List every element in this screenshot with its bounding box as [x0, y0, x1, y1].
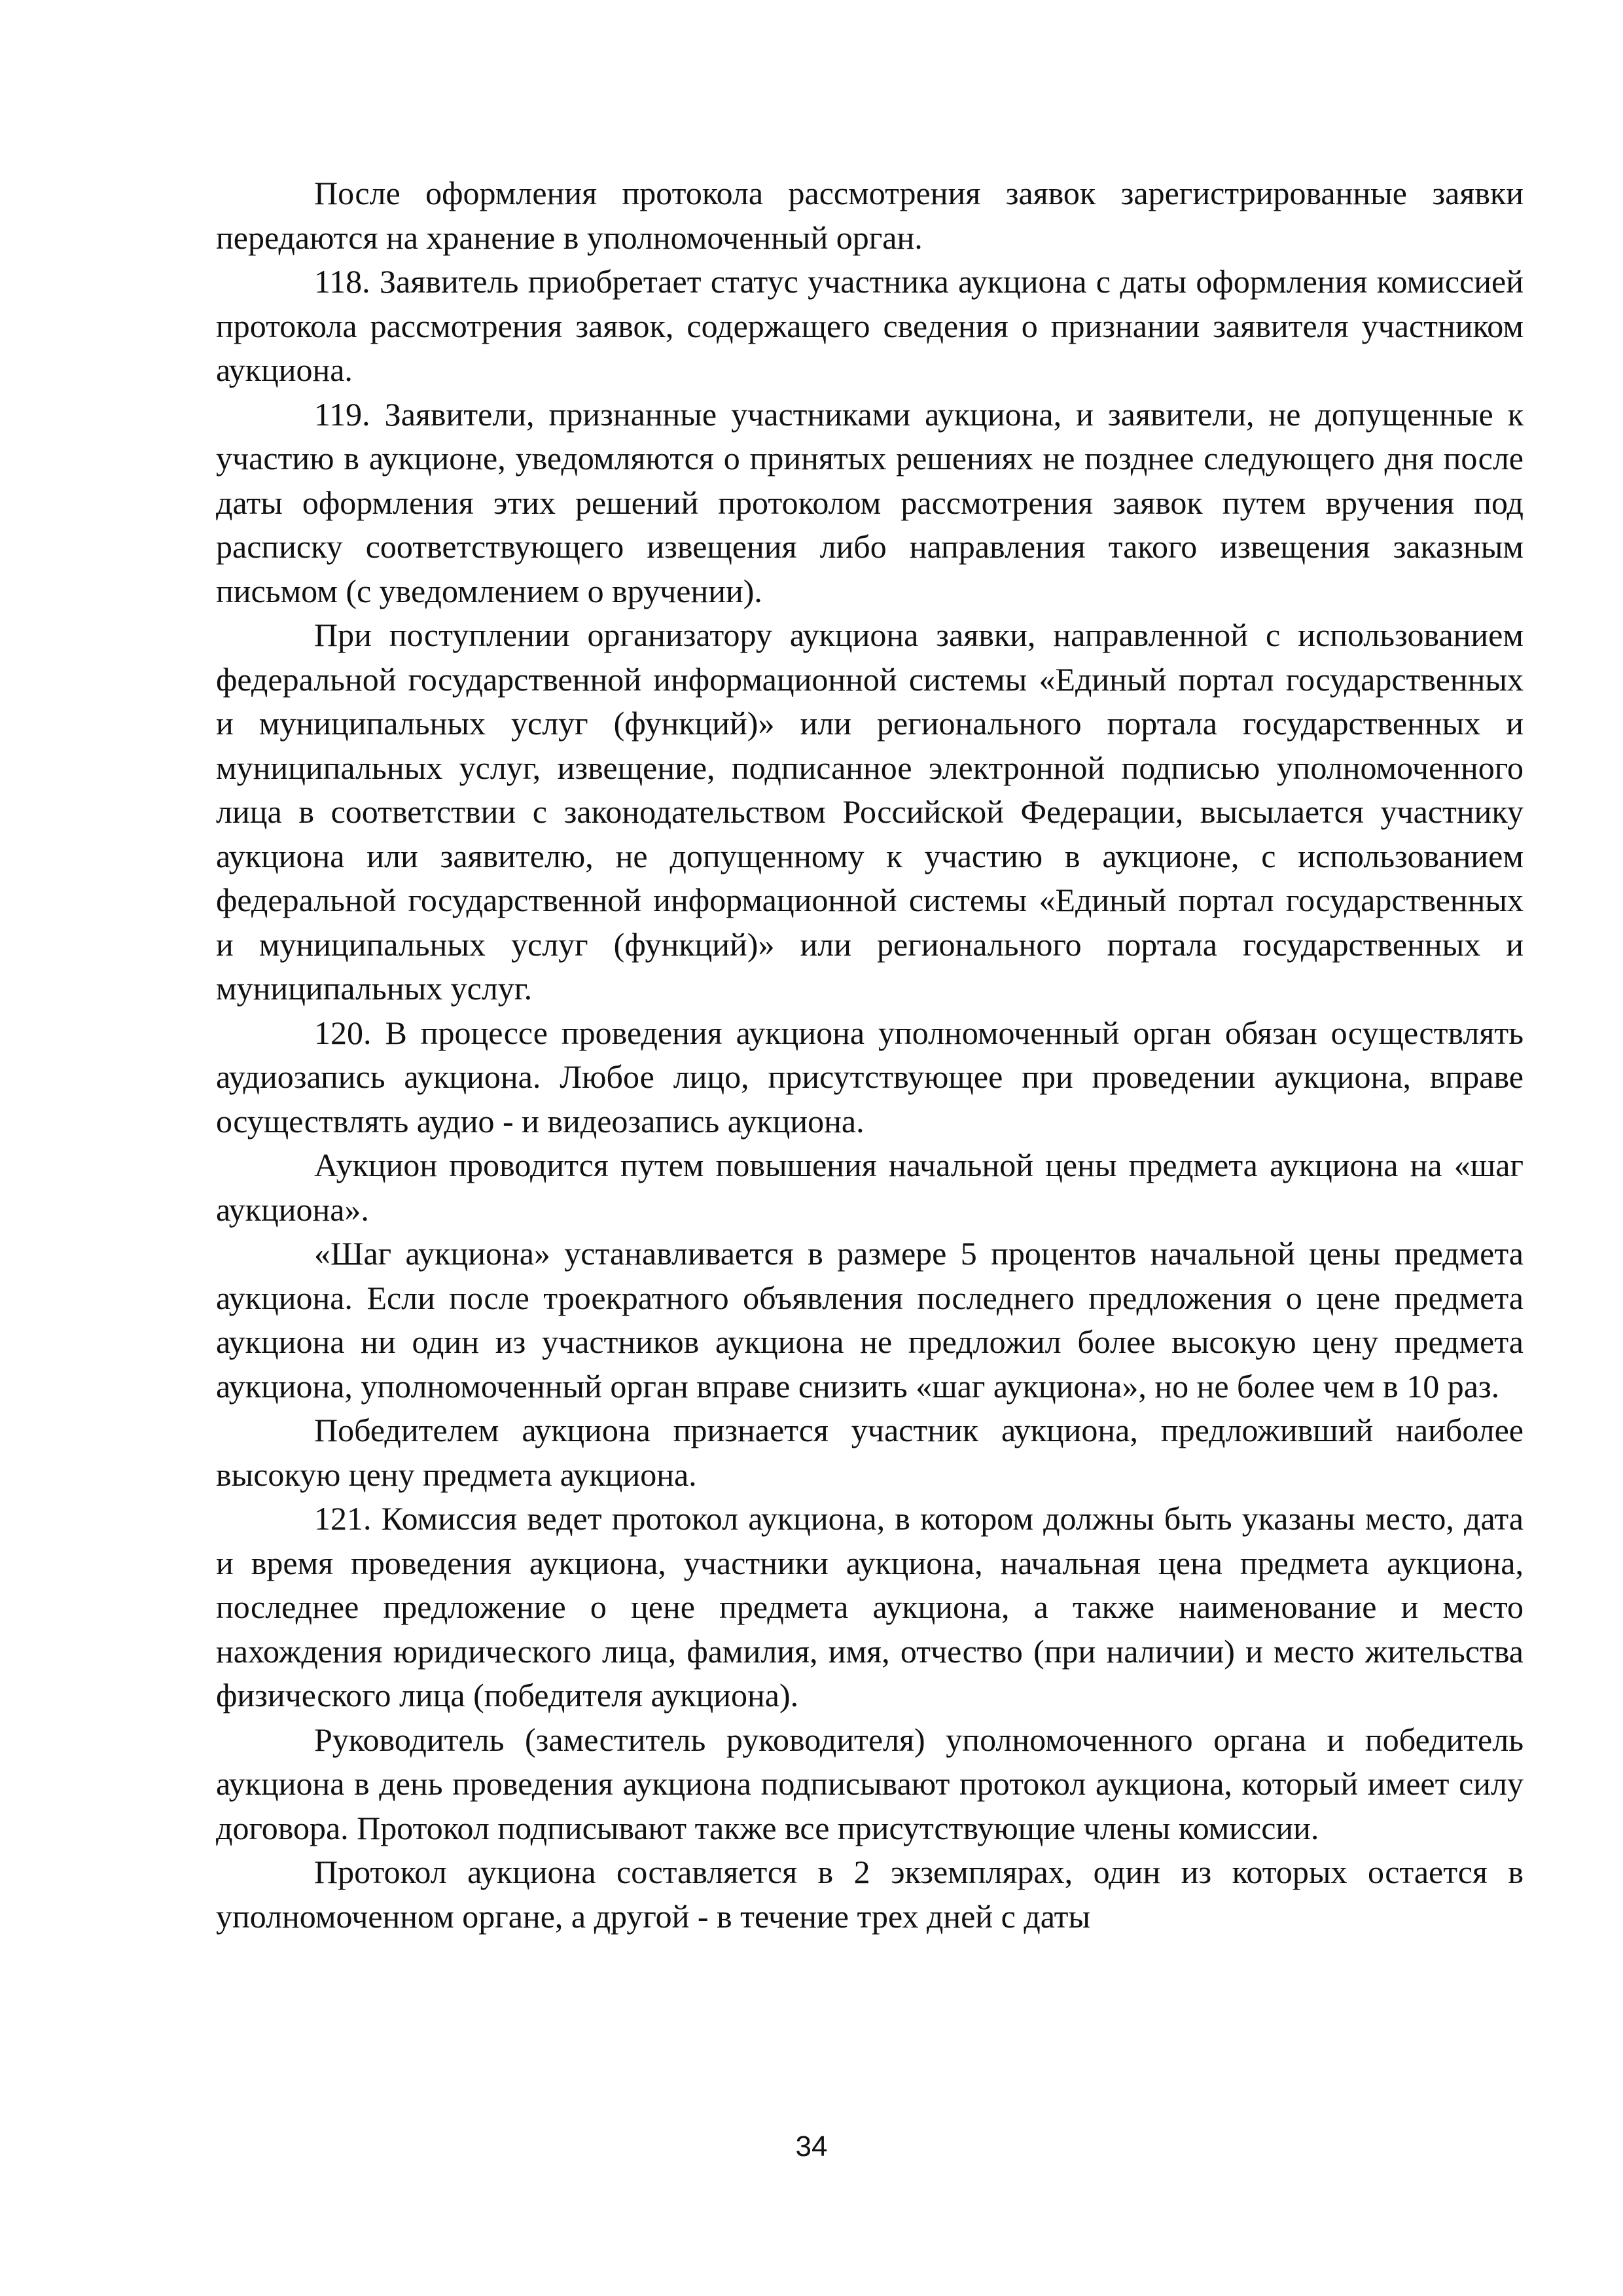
paragraph-winner: Победителем аукциона признается участник аукциона, предложивший наиболее высокую цену предмета аукциона.	[216, 1412, 1524, 1493]
paragraph-auction-step: «Шаг аукциона» устанавливается в размере 5 процентов начальной цены предмета аукциона. Если после троекратного объявления последнего предложения о цене предмета аукциона ни один из участников аукциона не предложил более высокую цену предмета аукциона, уполномоченный орган вправе снизить «шаг аукциона», но не более чем в 10 раз.	[216, 1235, 1524, 1405]
paragraph-121: 121. Комиссия ведет протокол аукциона, в котором должны быть указаны место, дата и время проведения аукциона, участники аукциона, начальная цена предмета аукциона, последнее предложение о цене предмета аукциона, а также наименование и место нахождения юридического лица, фамилия, имя, отчество (при наличии) и место жительства физического лица (победителя аукциона).	[216, 1500, 1524, 1713]
paragraph-119: 119. Заявители, признанные участниками аукциона, и заявители, не допущенные к участию в аукционе, уведомляются о принятых решениях не позднее следующего дня после даты оформления этих решений протоколом рассмотрения заявок путем вручения под расписку соответствующего извещения либо направления такого извещения заказным письмом (с уведомлением о вручении).	[216, 395, 1524, 609]
paragraph-120: 120. В процессе проведения аукциона уполномоченный орган обязан осуществлять аудиозапись аукциона. Любое лицо, присутствующее при проведении аукциона, вправе осуществлять аудио - и видеозапись аукциона.	[216, 1014, 1524, 1139]
paragraph-118: 118. Заявитель приобретает статус участника аукциона с даты оформления комиссией протокола рассмотрения заявок, содержащего сведения о признании заявителя участником аукциона.	[216, 263, 1524, 388]
paragraph-portal-notice: При поступлении организатору аукциона заявки, направленной с использованием федеральной государственной информационной системы «Единый портал государственных и муниципальных услуг (функций)» или регионального портала государственных и муниципальных услуг, извещение, подписанное электронной подписью уполномоченного лица в соответствии с законодательством Российской Федерации, высылается участнику аукциона или заявителю, не допущенному к участию в аукционе, с использованием федеральной государственной информационной системы «Единый портал государственных и муниципальных услуг (функций)» или регионального портала государственных и муниципальных услуг.	[216, 617, 1524, 1007]
page-number: 34	[795, 2130, 828, 2162]
document-body	[216, 171, 1524, 1939]
paragraph-registered-applications: После оформления протокола рассмотрения заявок зарегистрированные заявки передаются на хранение в уполномоченный орган.	[216, 175, 1524, 256]
paragraph-auction-method: Аукцион проводится путем повышения начальной цены предмета аукциона на «шаг аукциона».	[216, 1147, 1524, 1228]
paragraph-protocol-signing: Руководитель (заместитель руководителя) уполномоченного органа и победитель аукциона в день проведения аукциона подписывают протокол аукциона, который имеет силу договора. Протокол подписывают также все присутствующие члены комиссии.	[216, 1721, 1524, 1846]
paragraph-protocol-copies: Протокол аукциона составляется в 2 экземплярах, один из которых остается в уполномоченном органе, а другой - в течение трех дней с даты	[216, 1854, 1524, 1935]
